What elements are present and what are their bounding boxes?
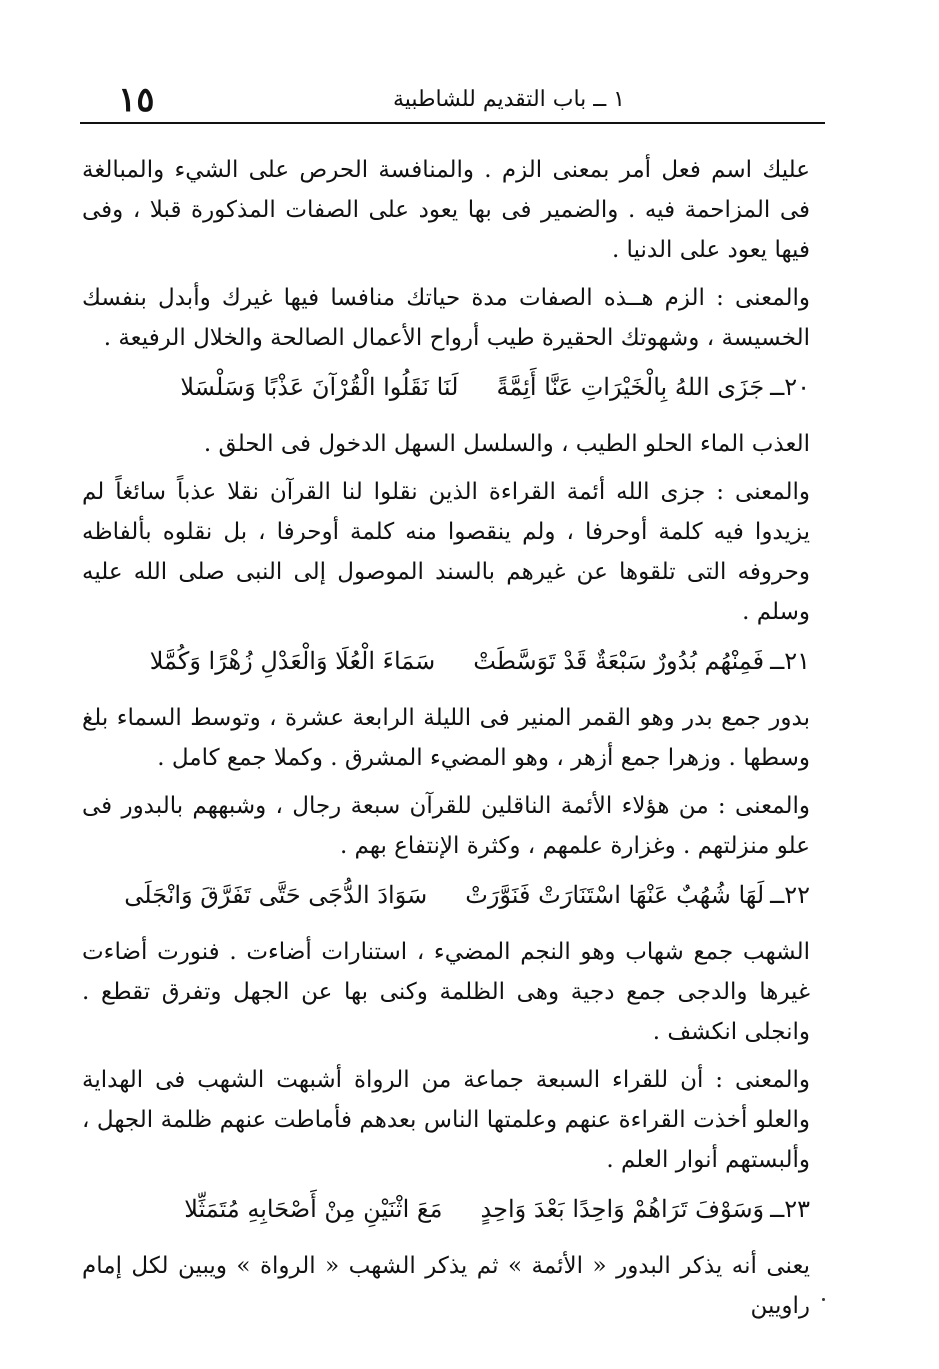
verse-second-hemistich: مَعَ اثْنَيْنِ مِنْ أَصْحَابِهِ مُتَمَثِّلا — [184, 1195, 443, 1223]
verse-21 — [82, 640, 810, 682]
commentary-paragraph: يعنى أنه يذكر البدور « الأئمة » ثم يذكر الشهب « الرواة » ويبين لكل إمام راويين — [82, 1253, 810, 1319]
running-title: ١ ــ باب التقديم للشاطبية — [392, 87, 625, 112]
verse-number: ٢١ــ — [770, 647, 810, 675]
commentary-paragraph: الشهب جمع شهاب وهو النجم المضيء ، استنارات أضاءت . فنورت أضاءت غيرها والدجى جمع دجية وهى الظلمة وكنى بها عن الجهل وتفرق تقطع . وانجلى انكشف . — [82, 939, 810, 1045]
commentary-paragraph: عليك اسم فعل أمر بمعنى الزم . والمنافسة الحرص على الشيء والمبالغة فى المزاحمة فيه . والضمير فى بها يعود على الصفات المذكورة قبلا ، وفى فيها يعود على الدنيا . — [82, 157, 810, 263]
meaning-paragraph: والمعنى : من هؤلاء الأئمة الناقلين للقرآن سبعة رجال ، وشبههم بالبدور فى علو منزلتهم . وغزارة علمهم ، وكثرة الإنتفاع بهم . — [82, 793, 810, 859]
commentary-paragraph: بدور جمع بدر وهو القمر المنير فى الليلة الرابعة عشرة ، وتوسط السماء بلغ وسطها . وزهرا جمع أزهر ، وهو المضيء المشرق . وكملا جمع كامل . — [82, 705, 810, 771]
verse-second-hemistich: سَوَادَ الدُّجَى حَتَّى تَفَرَّقَ وَانْجَلَى — [124, 881, 428, 909]
commentary-paragraph: العذب الماء الحلو الطيب ، والسلسل السهل الدخول فى الحلق . — [203, 431, 810, 457]
verse-first-hemistich: جَزَى اللهُ بِالْخَيْرَاتِ عَنَّا أَئِمَّةً — [496, 373, 765, 401]
meaning-paragraph: والمعنى : أن للقراء السبعة جماعة من الرواة أشبهت الشهب فى الهداية والعلو أخذت القراءة عنهم وعلمتها الناس بعدهم فأماطت عنهم ظلمة الجهل ، وألبستهم أنوار العلم . — [82, 1067, 810, 1173]
verse-first-hemistich: فَمِنْهُم بُدُورٌ سَبْعَةٌ قَدْ تَوَسَّطَتْ — [473, 647, 765, 675]
meaning-paragraph: والمعنى : جزى الله أئمة القراءة الذين نقلوا لنا القرآن نقلا عذباً سائغاً لم يزيدوا فيه كلمة أوحرفا ، ولم ينقصوا منه كلمة أوحرفا ، بل نقلوه بألفاظه وحروفه التى تلقوها عن غيرهم بالسند الموصول إلى النبى صلى الله عليه وسلم . — [82, 479, 810, 625]
verse-second-hemistich: لَنَا نَقَلُوا الْقُرْآنَ عَذْبًا وَسَلْسَلا — [180, 373, 459, 401]
page-header — [80, 78, 825, 122]
meaning-paragraph: والمعنى : الزم هــذه الصفات مدة حياتك منافسا فيها غيرك وأبدل بنفسك الخسيسة ، وشهوتك الحقيرة طيب أرواح الأعمال الصالحة والخلال الرفيعة . — [82, 285, 810, 351]
verse-23 — [82, 1188, 810, 1230]
verse-second-hemistich: سَمَاءَ الْعُلَا وَالْعَدْلِ زُهْرًا وَكُمَّلا — [149, 647, 436, 675]
verse-22 — [82, 874, 810, 916]
verse-number: ٢٣ــ — [770, 1195, 810, 1223]
verse-20 — [82, 366, 810, 408]
verse-number: ٢٠ــ — [770, 373, 810, 401]
verse-number: ٢٢ــ — [770, 881, 810, 909]
verse-first-hemistich: لَهَا شُهُبٌ عَنْهَا اسْتَنَارَتْ فَنَوَّرَتْ — [465, 881, 765, 909]
page-body — [82, 150, 810, 1334]
verse-first-hemistich: وَسَوْفَ تَرَاهُمْ وَاحِدًا بَعْدَ وَاحِدٍ — [480, 1195, 765, 1223]
print-speck — [822, 1298, 825, 1301]
header-rule — [80, 122, 825, 124]
page-number: ١٥ — [118, 80, 155, 120]
